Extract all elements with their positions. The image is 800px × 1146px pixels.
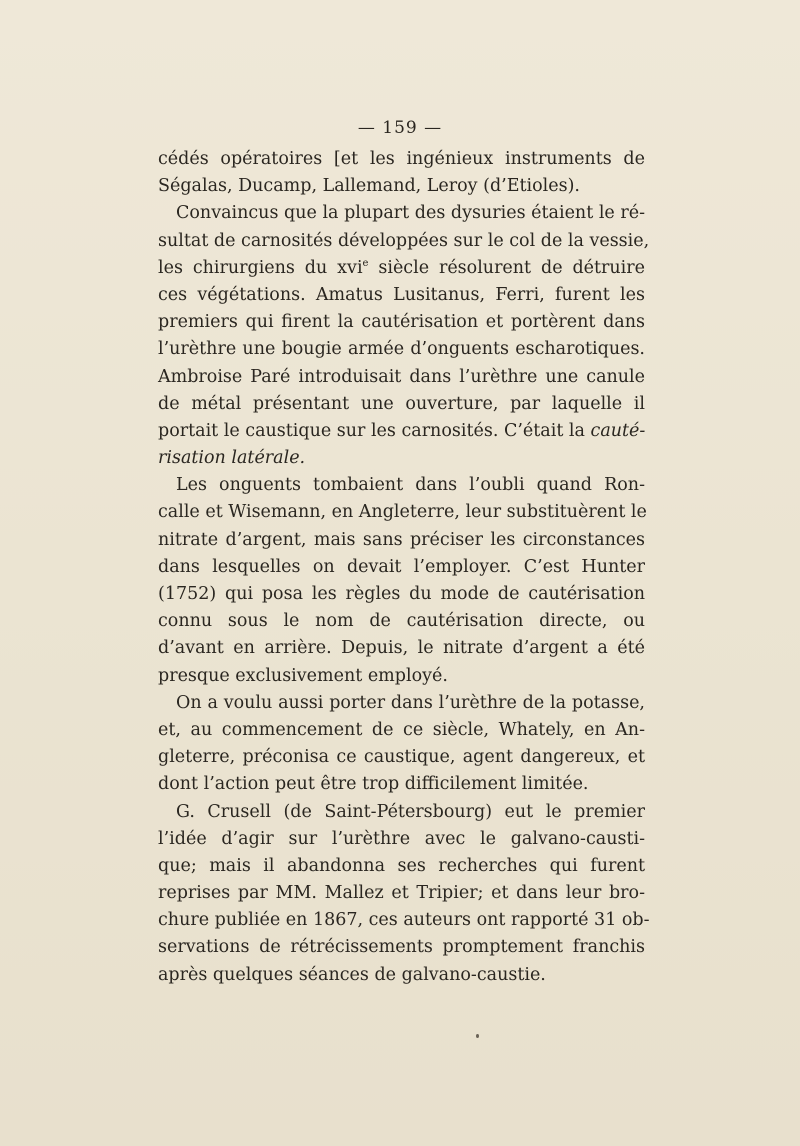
line-text: (1752) qui posa les règles du mode de cautérisation (158, 584, 645, 604)
line-text: portait le caustique sur les carnosités. C’était la (158, 420, 591, 441)
italic-text: cauté- (590, 420, 646, 441)
text-line (158, 146, 645, 173)
line-text: Ambroise Paré introduisait dans l’urèthre une canule (158, 366, 645, 387)
line-text: dans lesquelles on devait l’employer. C’est Hunter (158, 556, 645, 577)
text-line (158, 336, 645, 363)
text-line (158, 635, 645, 662)
text-line (158, 690, 645, 717)
page-number: — 159 — (357, 118, 443, 138)
body-text (158, 146, 650, 989)
text-line (158, 907, 650, 934)
line-text: les chirurgiens du xvi (158, 257, 363, 278)
line-text: l’idée d’agir sur l’urèthre avec le galvano-causti- (158, 828, 645, 849)
text-line (158, 826, 645, 853)
text-line (158, 527, 645, 554)
text-line (158, 799, 645, 826)
line-text: nitrate d’argent, mais sans préciser les circonstances (158, 529, 645, 550)
line-text: gleterre, préconisa ce caustique, agent dangereux, et (158, 747, 645, 768)
text-line (158, 962, 645, 989)
line-text: G. Crusell (de Saint-Pétersbourg) eut le premier (176, 801, 645, 822)
text-line (158, 200, 645, 227)
line-text: chure publiée en 1867, ces auteurs ont rapporté 31 ob- (158, 910, 650, 931)
line-text: servations de rétrécissements promptement franchis (158, 937, 645, 958)
line-text: premiers qui firent la cautérisation et portèrent dans (158, 312, 645, 333)
line-text: Ségalas, Ducamp, Lallemand, Leroy (d’Etioles). (158, 176, 580, 197)
text-line (158, 173, 645, 200)
text-line (158, 228, 650, 255)
text-line (158, 608, 645, 635)
text-line (158, 391, 645, 418)
line-text: presque exclusivement employé. (158, 665, 448, 686)
line-text: de métal présentant une ouverture, par laquelle il (158, 393, 645, 414)
text-line (158, 499, 645, 526)
text-line (158, 717, 645, 744)
text-line (158, 255, 645, 282)
text-line (158, 663, 645, 690)
line-text-continued: siècle résolurent de détruire (368, 257, 645, 278)
line-text: dont l’action peut être trop difficilement limitée. (158, 774, 589, 795)
line-text: connu sous le nom de cautérisation directe, ou (158, 611, 645, 632)
line-text: que; mais il abandonna ses recherches qui furent (158, 855, 645, 876)
text-line (158, 472, 645, 499)
line-text: reprises par MM. Mallez et Tripier; et dans leur bro- (158, 883, 645, 904)
line-text: Convaincus que la plupart des dysuries étaient le ré- (176, 203, 645, 224)
line-text: et, au commencement de ce siècle, Whately, en An- (158, 719, 645, 740)
line-text: d’avant en arrière. Depuis, le nitrate d’argent a été (158, 638, 645, 659)
text-line (158, 934, 645, 961)
text-line (158, 364, 645, 391)
italic-text: risation latérale. (158, 448, 306, 469)
text-line (158, 282, 645, 309)
text-line (158, 445, 645, 472)
text-line (158, 771, 645, 798)
text-line (158, 880, 645, 907)
line-text: l’urèthre une bougie armée d’onguents escharotiques. (158, 339, 645, 360)
line-text: ces végétations. Amatus Lusitanus, Ferri, furent les (158, 284, 645, 305)
text-line (158, 554, 645, 581)
line-text: Les onguents tombaient dans l’oubli quand Ron- (176, 475, 645, 496)
superscript: e (362, 257, 369, 269)
line-text: sultat de carnosités développées sur le col de la vessie, (158, 230, 650, 251)
line-text: cédés opératoires [et les ingénieux instruments de (158, 149, 645, 169)
line-text: calle et Wisemann, en Angleterre, leur substituèrent le (158, 502, 647, 523)
line-text: On a voulu aussi porter dans l’urèthre de la potasse, (176, 692, 645, 713)
text-line (158, 418, 645, 445)
text-line (158, 309, 645, 336)
line-text: après quelques séances de galvano-caustie. (158, 964, 546, 985)
text-line (158, 853, 645, 880)
text-line (158, 744, 645, 771)
paper-speck (476, 1034, 479, 1038)
text-line (158, 581, 645, 608)
